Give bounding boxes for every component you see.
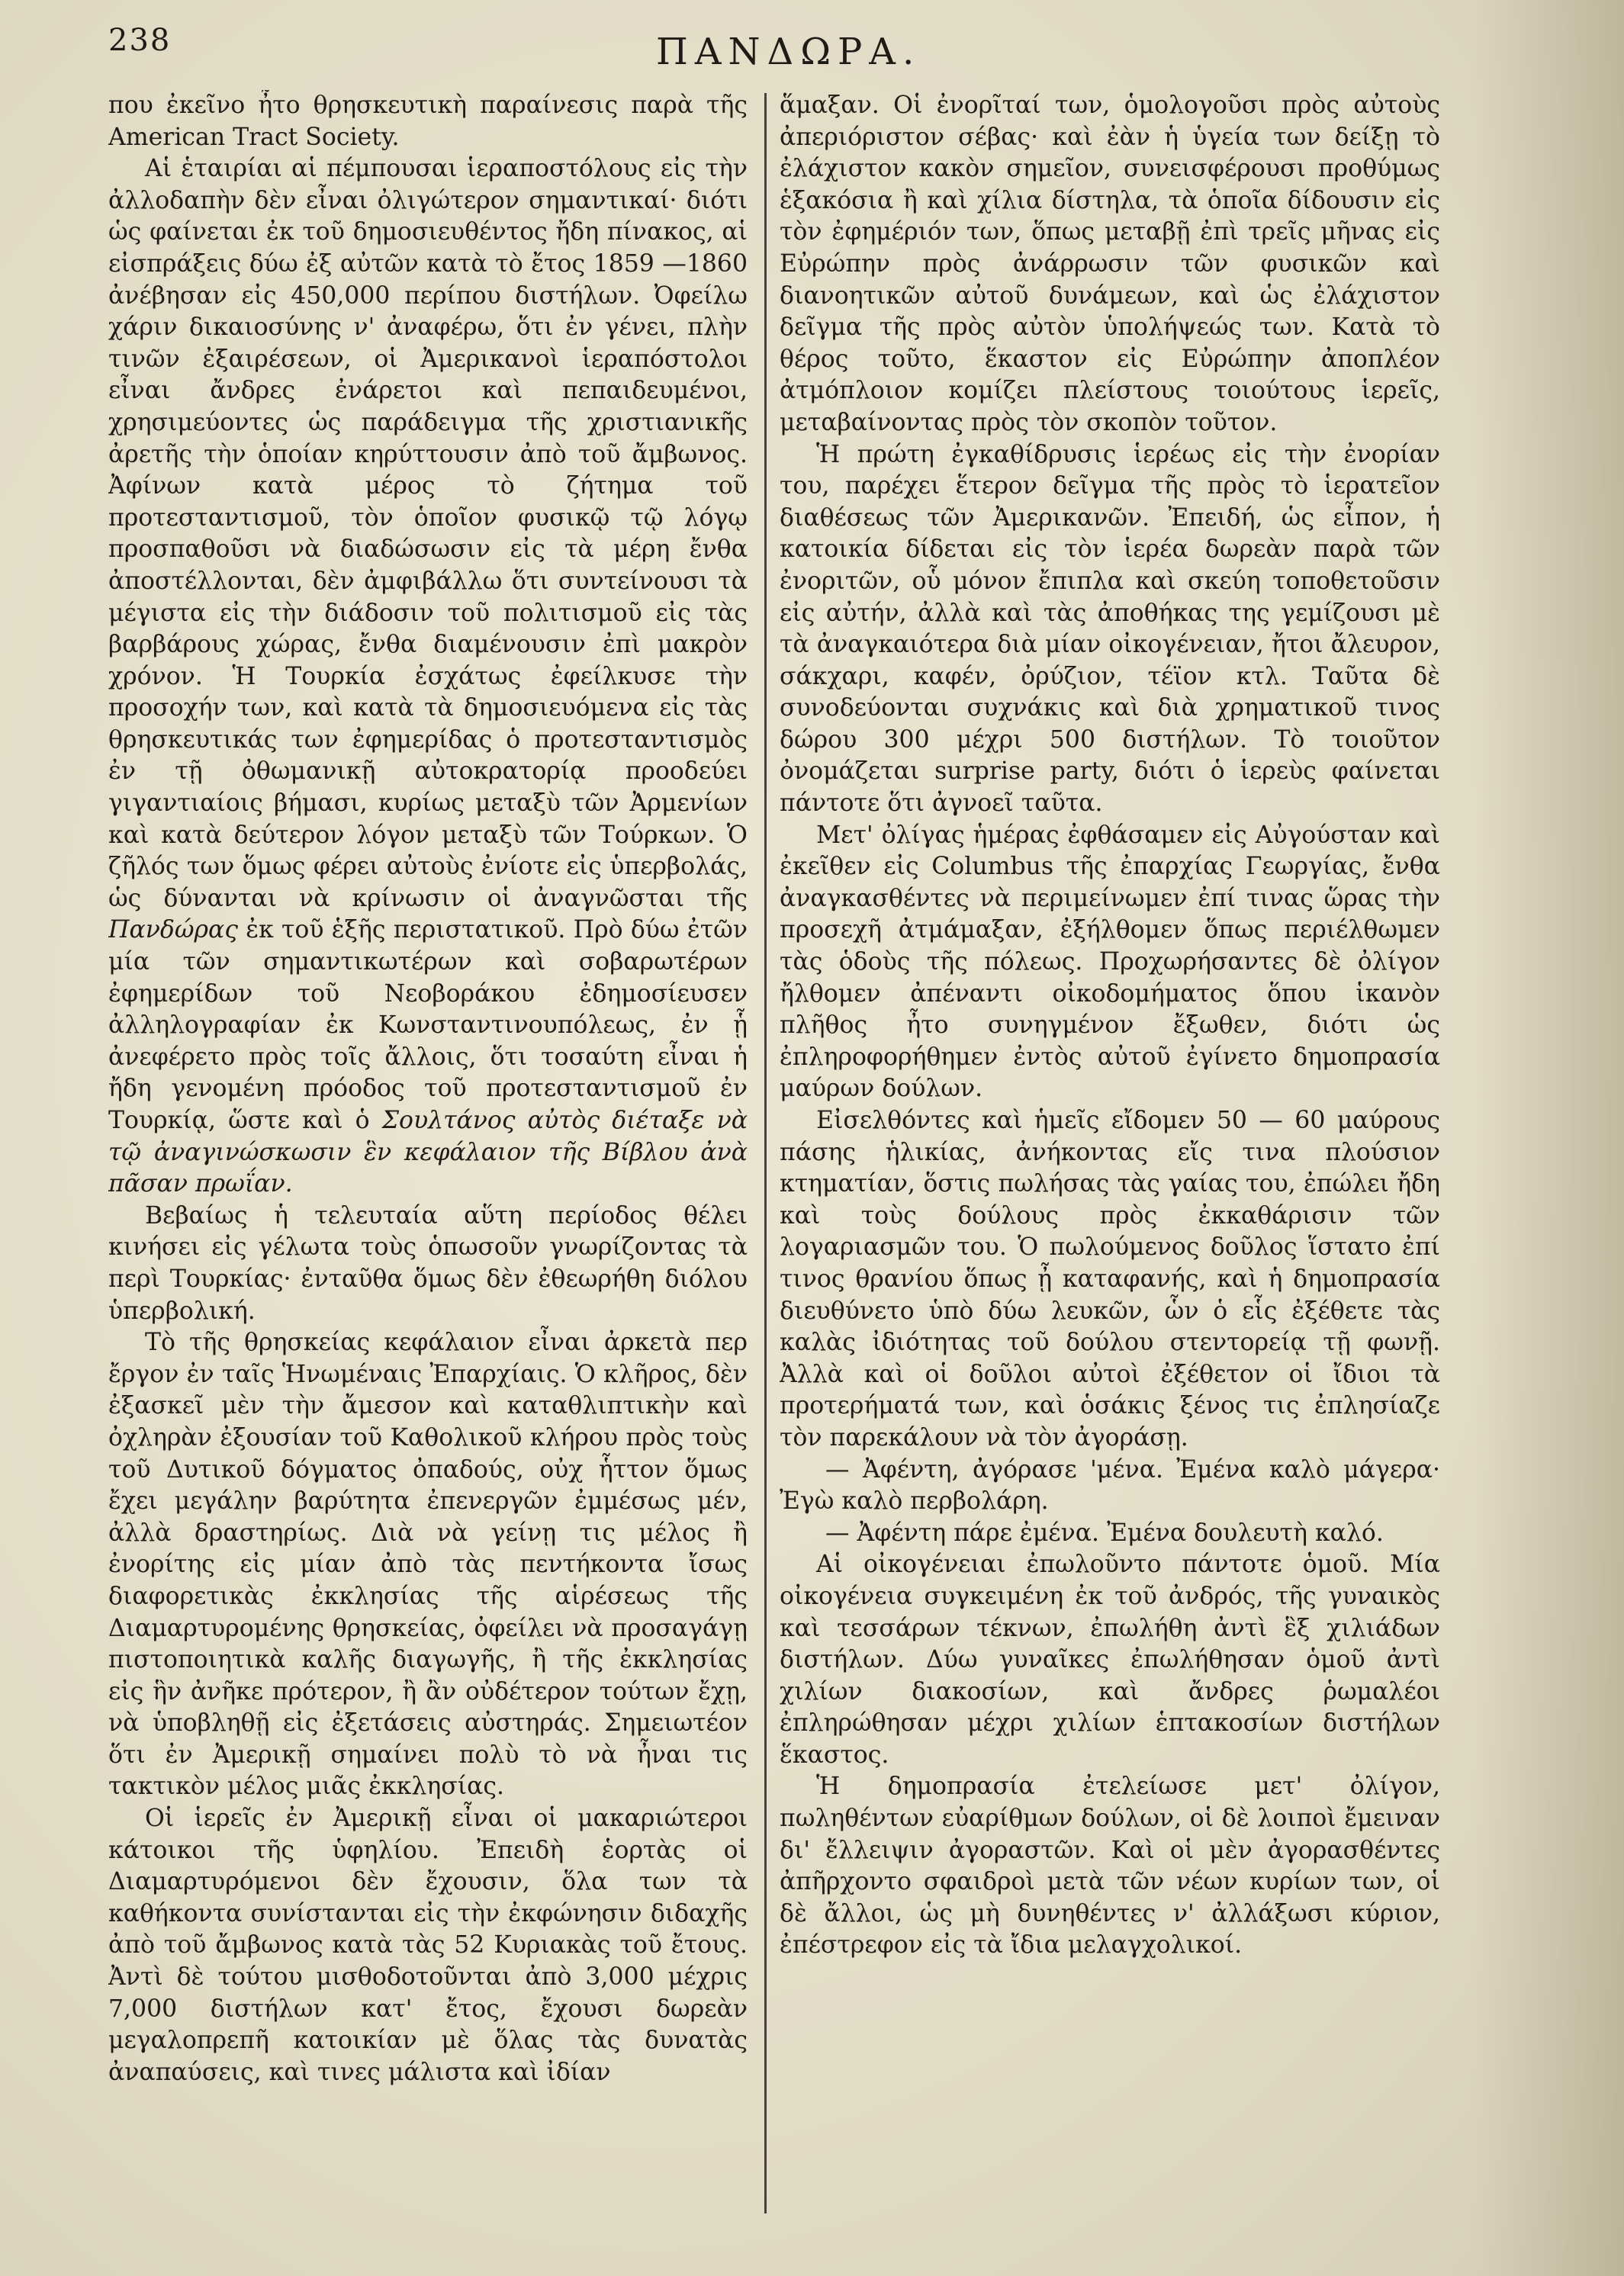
dialogue-line: — Ἀφέντη, ἀγόρασε 'μένα. Ἐμένα καλὸ μάγερα· Ἐγὼ καλὸ περβολάρη. — [780, 1455, 1440, 1516]
running-title: ΠΑΝΔΩΡΑ. — [656, 31, 921, 73]
paragraph: Εἰσελθόντες καὶ ἡμεῖς εἴδομεν 50 — 60 μαύρους πάσης ἡλικίας, ἀνήκοντας εἴς τινα πλούσιον κτηματίαν, ὅστις πωλήσας τὰς γαίας του, ἐπώλει ἤδη καὶ τοὺς δούλους πρὸς ἐκκαθάρισιν τῶν λογαριασμῶν του. Ὁ πωλούμενος δοῦλος ἵστατο ἐπί τινος θρανίου ὅπως ᾖ καταφανής, καὶ ἡ δημοπρασία διευθύνετο ὑπὸ δύω λευκῶν, ὧν ὁ εἷς ἐξέθετε τὰς καλὰς ἰδιότητας τοῦ δούλου στεντορείᾳ τῇ φωνῇ. Ἀλλὰ καὶ οἱ δοῦλοι αὐτοὶ ἐξέθετον οἱ ἴδιοι τὰ προτερήματά των, καὶ ὁσάκις ξένος τις ἐπλησίαζε τὸν παρεκάλουν νὰ τὸν ἀγοράσῃ. — [780, 1107, 1440, 1451]
paragraph-text: ἐκ τοῦ ἑξῆς περιστατικοῦ. Πρὸ δύω ἐτῶν μία τῶν σημαντικωτέρων καὶ σοβαρωτέρων ἐφημερίδων τοῦ Νεοβοράκου ἐδημοσίευσεν ἀλληλογραφίαν ἐκ Κωνσταντινουπόλεως, ἐν ᾗ ἀνεφέρετο πρὸς τοῖς ἄλλοις, ὅτι τοσαύτη εἶναι ἡ ἤδη γενομένη πρόοδος τοῦ προτεσταντισμοῦ ἐν Τουρκίᾳ, ὥστε καὶ ὁ — [108, 916, 748, 1134]
page-number: 238 — [108, 23, 172, 58]
page-edge-shadow — [1471, 0, 1624, 2276]
column-divider — [764, 93, 767, 2213]
paragraph: Αἱ οἰκογένειαι ἐπωλοῦντο πάντοτε ὁμοῦ. Μία οἰκογένεια συγκειμένη ἐκ τοῦ ἀνδρός, τῆς γυναικὸς καὶ τεσσάρων τέκνων, ἐπωλήθη ἀντὶ ἓξ χιλιάδων διστήλων. Δύω γυναῖκες ἐπωλήθησαν ὁμοῦ ἀντὶ χιλίων διακοσίων, καὶ ἄνδρες ῥωμαλέοι ἐπληρώθησαν μέχρι χιλίων ἑπτακοσίων διστήλων ἕκαστος. — [780, 1551, 1440, 1769]
paragraph-text: Αἱ ἑταιρίαι αἱ πέμπουσαι ἱεραποστόλους εἰς τὴν ἀλλοδαπὴν δὲν εἶναι ὀλιγώτερον σημαντικαί· διότι ὡς φαίνεται ἐκ τοῦ δημοσιευθέντος ἤδη πίνακος, αἱ εἰσπράξεις δύω ἐξ αὐτῶν κατὰ τὸ ἔτος 1859 —1860 ἀνέβησαν εἰς 450,000 περίπου διστήλων. Ὀφείλω χάριν δικαιοσύνης ν' ἀναφέρω, ὅτι ἐν γένει, πλὴν τινῶν ἐξαιρέσεων, οἱ Ἀμερικανοὶ ἱεραπόστολοι εἶναι ἄνδρες ἐνάρετοι καὶ πεπαιδευμένοι, χρησιμεύοντες ὡς παράδειγμα τῆς χριστιανικῆς ἀρετῆς τὴν ὁποίαν κηρύττουσιν ἀπὸ τοῦ ἄμβωνος. Ἀφίνων κατὰ μέρος τὸ ζήτημα τοῦ προτεσταντισμοῦ, τὸν ὁποῖον φυσικῷ τῷ λόγῳ προσπαθοῦσι νὰ διαδώσωσιν εἰς τὰ μέρη ἔνθα ἀποστέλλονται, δὲν ἀμφιβάλλω ὅτι συντείνουσι τὰ μέγιστα εἰς τὴν διάδοσιν τοῦ πολιτισμοῦ εἰς τὰς βαρβάρους χώρας, ἔνθα διαμένουσιν ἐπὶ μακρὸν χρόνον. Ἡ Τουρκία ἐσχάτως ἐφείλκυσε τὴν προσοχήν των, καὶ κατὰ τὰ δημοσιευόμενα εἰς τὰς θρησκευτικάς των ἐφημερίδας ὁ προτεσταντισμὸς ἐν τῇ ὀθωμανικῇ αὐτοκρατορίᾳ προοδεύει γιγαντιαίοις βήμασι, κυρίως μεταξὺ τῶν Ἀρμενίων καὶ κατὰ δεύτερον λόγον μεταξὺ τῶν Τούρκων. Ὁ ζῆλός των ὅμως φέρει αὐτοὺς ἐνίοτε εἰς ὑπερβολάς, ὡς δύνανται νὰ κρίνωσιν οἱ ἀναγνῶσται τῆς — [108, 155, 748, 912]
italic-text: Πανδώρας — [108, 916, 238, 944]
paragraph: Ἡ πρώτη ἐγκαθίδρυσις ἱερέως εἰς τὴν ἐνορίαν του, παρέχει ἕτερον δεῖγμα τῆς πρὸς τὸ ἱερατεῖον διαθέσεως τῶν Ἀμερικανῶν. Ἐπειδή, ὡς εἶπον, ἡ κατοικία δίδεται εἰς τὸν ἱερέα δωρεὰν παρὰ τῶν ἐνοριτῶν, οὗ μόνον ἔπιπλα καὶ σκεύη τοποθετοῦσιν εἰς αὐτήν, ἀλλὰ καὶ τὰς ἀποθήκας της γεμίζουσι μὲ τὰ ἀναγκαιότερα διὰ μίαν οἰκογένειαν, ἤτοι ἄλευρον, σάκχαρι, καφέν, ὀρύζιον, τέϊον κτλ. Ταῦτα δὲ συνοδεύονται συχνάκις καὶ διὰ χρηματικοῦ τινος δώρου 300 μέχρι 500 διστήλων. Τὸ τοιοῦτον ὀνομάζεται surprise party, διότι ὁ ἱερεὺς φαίνεται πάντοτε ὅτι ἀγνοεῖ ταῦτα. — [780, 440, 1440, 818]
italic-quote: Σουλτάνος αὐτὸς διέταξε νὰ τῷ ἀναγινώσκωσιν ἓν κεφάλαιον τῆς Βίβλου ἀνὰ πᾶσαν πρωΐαν. — [108, 1107, 748, 1198]
paragraph: Ἡ δημοπρασία ἐτελείωσε μετ' ὀλίγον, πωληθέντων εὐαρίθμων δούλων, οἱ δὲ λοιποὶ ἔμειναν δι' ἔλλειψιν ἀγοραστῶν. Καὶ οἱ μὲν ἀγορασθέντες ἀπῆρχοντο σφαιδροὶ μετὰ τῶν νέων κυρίων των, οἱ δὲ ἄλλοι, ὡς μὴ δυνηθέντες ν' ἀλλάξωσι κύριον, ἐπέστρεφον εἰς τὰ ἴδια μελαγχολικοί. — [780, 1773, 1440, 1959]
paragraph: που ἐκεῖνο ἦτο θρησκευτικὴ παραίνεσις παρὰ τῆς American Tract Society. — [108, 92, 748, 151]
paragraph: Βεβαίως ἡ τελευταία αὕτη περίοδος θέλει κινήσει εἰς γέλωτα τοὺς ὁπωσοῦν γνωρίζοντας τὰ περὶ Τουρκίας· ἐνταῦθα ὅμως δὲν ἐθεωρήθη διόλου ὑπερβολική. — [108, 1201, 748, 1325]
right-column — [780, 90, 1440, 2226]
paragraph: Τὸ τῆς θρησκείας κεφάλαιον εἶναι ἀρκετὰ περ ἔργον ἐν ταῖς Ἡνωμέναις Ἐπαρχίαις. Ὁ κλῆρος, δὲν ἐξασκεῖ μὲν τὴν ἄμεσον καὶ καταθλιπτικὴν καὶ ὀχληρὰν ἐξουσίαν τοῦ Καθολικοῦ κλήρου πρὸς τοὺς τοῦ Δυτικοῦ δόγματος ὀπαδούς, οὐχ ἧττον ὅμως ἔχει μεγάλην βαρύτητα ἐπενεργῶν ἐμμέσως μέν, ἀλλὰ δραστηρίως. Διὰ νὰ γείνῃ τις μέλος ἢ ἐνορίτης εἰς μίαν ἀπὸ τὰς πεντήκοντα ἴσως διαφορετικὰς ἐκκλησίας τῆς αἱρέσεως τῆς Διαμαρτυρομένης θρησκείας, ὀφείλει νὰ προσαγάγῃ πιστοποιητικὰ καλῆς διαγωγῆς, ἢ τῆς ἐκκλησίας εἰς ἣν ἀνῆκε πρότερον, ἢ ἂν οὐδέτερον τούτων ἔχῃ, νὰ ὑποβληθῇ εἰς ἐξετάσεις αὐστηράς. Σημειωτέον ὅτι ἐν Ἀμερικῇ σημαίνει πολὺ τὸ νὰ ἦναι τις τακτικὸν μέλος μιᾶς ἐκκλησίας. — [108, 1329, 748, 1801]
left-column — [108, 90, 748, 2226]
paragraph: Μετ' ὀλίγας ἡμέρας ἐφθάσαμεν εἰς Αὐγούσταν καὶ ἐκεῖθεν εἰς Columbus τῆς ἐπαρχίας Γεωργίας, ἔνθα ἀναγκασθέντες νὰ περιμείνωμεν ἐπί τινας ὥρας τὴν προσεχῆ ἀτμάμαξαν, ἐξήλθομεν ὅπως περιέλθωμεν τὰς ὁδοὺς τῆς πόλεως. Προχωρήσαντες δὲ ὀλίγον ἤλθομεν ἀπέναντι οἰκοδομήματος ὅπου ἱκανὸν πλῆθος ἦτο συνηγμένον ἔξωθεν, διότι ὡς ἐπληροφορήθημεν ἐντὸς αὐτοῦ ἐγίνετο δημοπρασία μαύρων δούλων. — [780, 821, 1440, 1103]
paragraph — [108, 153, 748, 1201]
paragraph: Οἱ ἱερεῖς ἐν Ἀμερικῇ εἶναι οἱ μακαριώτεροι κάτοικοι τῆς ὑφηλίου. Ἐπειδὴ ἑορτὰς οἱ Διαμαρτυρόμενοι δὲν ἔχουσιν, ὅλα των τὰ καθήκοντα συνίστανται εἰς τὴν ἐκφώνησιν διδαχῆς ἀπὸ τοῦ ἄμβωνος κατὰ τὰς 52 Κυριακὰς τοῦ ἔτους. Ἀντὶ δὲ τούτου μισθοδοτοῦνται ἀπὸ 3,000 μέχρις 7,000 διστήλων κατ' ἔτος, ἔχουσι δωρεὰν μεγαλοπρεπῆ κατοικίαν μὲ ὅλας τὰς δυνατὰς ἀναπαύσεις, καὶ τινες μάλιστα καὶ ἰδίαν — [108, 1805, 748, 2086]
dialogue-line: — Ἀφέντη πάρε ἐμένα. Ἐμένα δουλευτὴ καλό. — [825, 1519, 1384, 1547]
paragraph: ἅμαξαν. Οἱ ἐνορῖταί των, ὁμολογοῦσι πρὸς αὐτοὺς ἀπεριόριστον σέβας· καὶ ἐὰν ἡ ὑγεία των δείξῃ τὸ ἐλάχιστον κακὸν σημεῖον, συνεισφέρουσι προθύμως ἑξακόσια ἢ καὶ χίλια δίστηλα, τὰ ὁποῖα δίδουσιν εἰς τὸν ἐφημέριόν των, ὅπως μεταβῇ ἐπὶ τρεῖς μῆνας εἰς Εὐρώπην πρὸς ἀνάρρωσιν τῶν φυσικῶν καὶ διανοητικῶν αὐτοῦ δυνάμεων, καὶ ὡς ἐλάχιστον δεῖγμα τῆς πρὸς αὐτὸν ὑπολήψεώς των. Κατὰ τὸ θέρος τοῦτο, ἕκαστον εἰς Εὐρώπην ἀποπλέον ἀτμόπλοιον κομίζει πλείστους τοιούτους ἱερεῖς, μεταβαίνοντας πρὸς τὸν σκοπὸν τοῦτον. — [780, 92, 1440, 436]
